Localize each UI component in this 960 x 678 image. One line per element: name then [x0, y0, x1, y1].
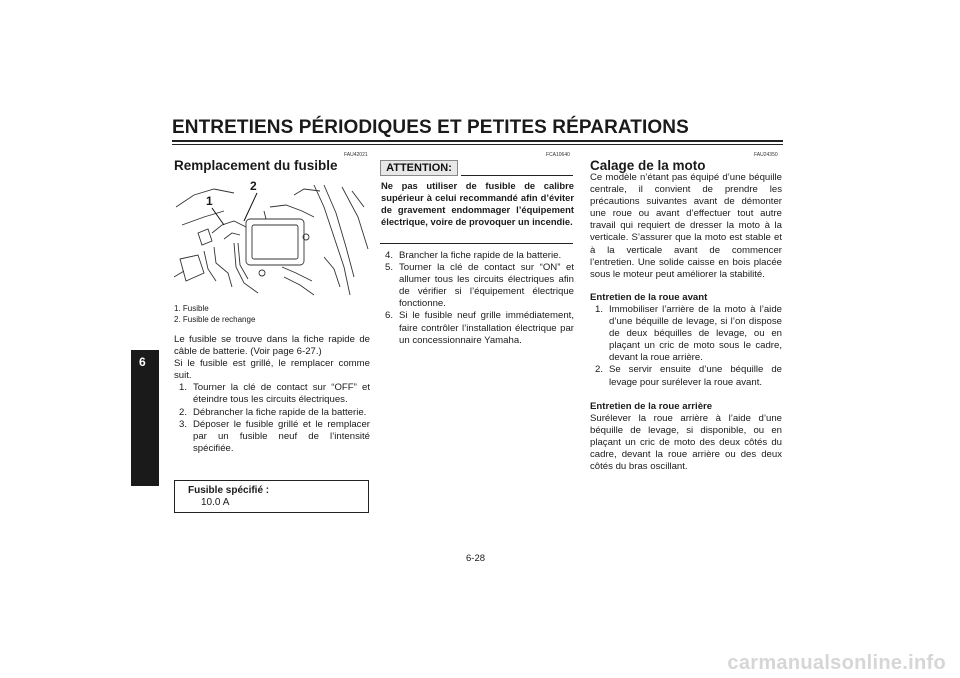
fuse-drawing [174, 177, 370, 299]
ref-code: FAU24350 [754, 152, 778, 158]
step-6: 6. Si le fusible neuf grille immédiatement, faire contrôler l’installation électrique par un concessionnaire Yamaha. [385, 310, 574, 346]
watermark: carmanualsonline.info [727, 652, 946, 674]
support-text [590, 172, 782, 473]
attention-text: Ne pas utiliser de fusible de calibre supérieur à celui recommandé afin d’éviter de gravement endommager l’équipement électrique, voire de provoquer un incendie. [381, 180, 574, 228]
attention-badge: ATTENTION: [380, 160, 458, 176]
callout-2: 2 [250, 179, 257, 193]
page-title: ENTRETIENS PÉRIODIQUES ET PETITES RÉPARATIONS [172, 117, 689, 138]
intro-paragraph-2: Si le fusible est grillé, le remplacer comme suit. [174, 358, 370, 382]
header-rule-thin [172, 144, 783, 145]
section-heading-support: Calage de la moto [590, 158, 706, 173]
figure-captions [174, 303, 370, 325]
fuse-illustration [174, 177, 370, 299]
step-1: 1. Tourner la clé de contact sur “OFF” et éteindre tous les circuits électriques. [179, 382, 370, 406]
spec-value: 10.0 A [201, 497, 230, 508]
spacer [590, 281, 782, 292]
intro-paragraph: Le fusible se trouve dans la fiche rapide de câble de batterie. (Voir page 6-27.) [174, 334, 370, 358]
header-rule [172, 140, 783, 142]
step-3: 3. Déposer le fusible grillé et le remplacer par un fusible neuf de l’intensité spécifiée. [179, 418, 370, 454]
callout-1: 1 [206, 194, 213, 208]
front-step-2: 2. Se servir ensuite d’une béquille de levage pour surélever la roue avant. [595, 364, 782, 388]
attention-end-rule [380, 243, 573, 244]
page-number: 6-28 [466, 553, 486, 564]
caption-spare-fuse: 2. Fusible de rechange [174, 315, 256, 324]
spec-label: Fusible spécifié : [188, 485, 270, 496]
spec-box [174, 480, 369, 513]
step-4: 4. Brancher la fiche rapide de la batterie. [385, 250, 562, 261]
spacer [590, 389, 782, 401]
rear-wheel-text: Surélever la roue arrière à l’aide d’une béquille de levage, si disponible, ou en plaçant un cric de moto des deux côtés du cadre, devant la roue arrière ou des deux côtés du bras oscillant. [590, 412, 782, 473]
rear-wheel-heading: Entretien de la roue arrière [590, 400, 713, 412]
ref-code: FCA10640 [546, 152, 570, 158]
front-step-1: 1. Immobiliser l’arrière de la moto à l’aide d’une béquille de levage, si l’on dispose de deux béquilles de levage, ou en plaçant un cric de moto sous le cadre, devant la roue arrière. [595, 303, 782, 364]
chapter-tab [131, 350, 159, 486]
section-heading-fuse: Remplacement du fusible [174, 158, 338, 173]
chapter-number: 6 [139, 355, 146, 369]
fuse-steps-continued [380, 250, 574, 347]
step-2: 2. Débrancher la fiche rapide de la batterie. [179, 406, 367, 418]
fuse-text [174, 334, 370, 455]
ref-code: FAU42021 [344, 152, 368, 158]
caption-fuse: 1. Fusible [174, 304, 209, 313]
support-intro: Ce modèle n’étant pas équipé d’une béquille centrale, il convient de prendre les précautions suivantes avant de démonter une roue ou avant d’effectuer tout autre travail qui requiert de dresser la moto à la verticale. S’assurer que la moto est stable et à la verticale avant de commencer l’entretien. Une solide caisse en bois placée sous le moteur peut améliorer la stabilité. [590, 172, 782, 280]
step-5: 5. Tourner la clé de contact sur “ON” et allumer tous les circuits électriques afin de vérifier si l’équipement électrique fonctionne. [385, 262, 574, 310]
front-wheel-heading: Entretien de la roue avant [590, 291, 708, 303]
attention-rule [461, 175, 573, 176]
